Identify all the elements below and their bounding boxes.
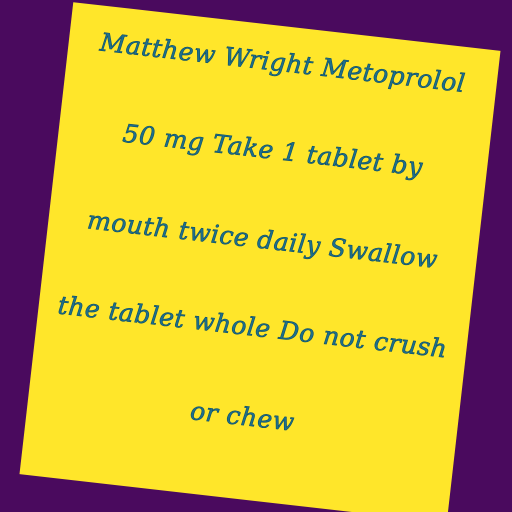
note-line-4: the tablet whole Do not crush <box>56 290 449 364</box>
note-line-3: mouth twice daily Swallow <box>85 205 440 275</box>
note-line-5: or chew <box>188 396 297 437</box>
prescription-note <box>19 2 500 512</box>
note-line-2: 50 mg Take 1 tablet by <box>121 118 425 182</box>
note-line-1: Matthew Wright Metoprolol <box>98 27 467 98</box>
